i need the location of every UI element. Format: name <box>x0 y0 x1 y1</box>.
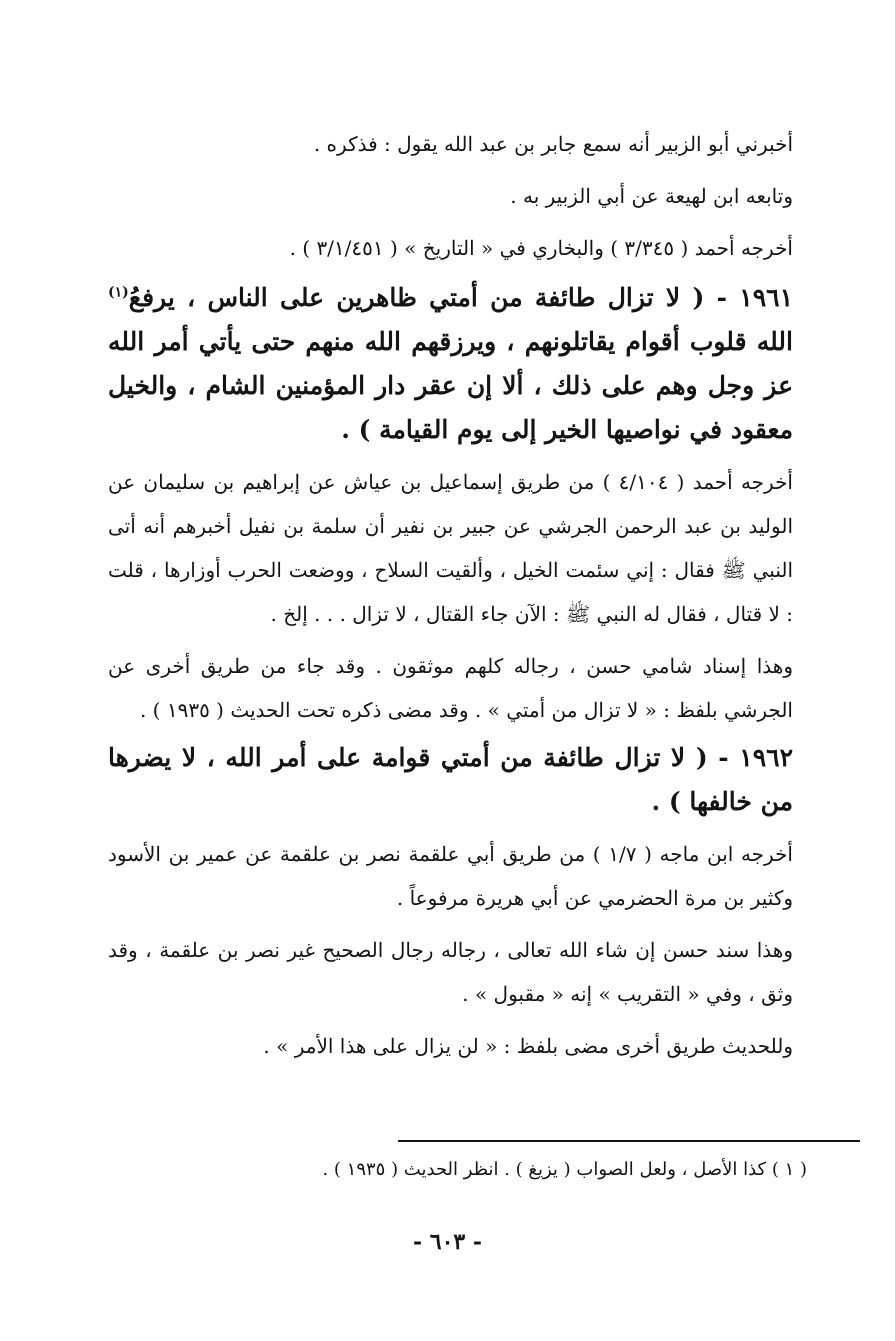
hadith-1961-number: ١٩٦١ <box>739 283 793 312</box>
hadith-1962-text: - ( لا تزال طائفة من أمتي قوامة على أمر الله ، لا يضرها من خالفها ) . <box>108 743 793 816</box>
hadith-1961-text-a: - ( لا تزال طائفة من أمتي ظاهرين على الناس ، يرفعُ <box>128 283 740 312</box>
paragraph-1: أخبرني أبو الزبير أنه سمع جابر بن عبد الله يقول : فذكره . <box>313 132 793 156</box>
paragraph-2: وتابعه ابن لهيعة عن أبي الزبير به . <box>510 184 793 208</box>
paragraph-4: أخرجه أحمد ( ٤/١٠٤ ) من طريق إسماعيل بن عياش عن إبراهيم بن سليمان عن الوليد بن عبد الرحمن الجرشي عن جبير بن نفير أن سلمة بن نفيل أخبرهم أنه أتى النبي ﷺ فقال : إني سئمت الخيل ، وألقيت السلاح ، ووضعت الحرب أوزارها ، قلت : لا قتال ، فقال له النبي ﷺ : الآن جاء القتال ، لا تزال . . . إلخ . <box>108 470 793 626</box>
footnote-marker: (١) <box>108 284 129 301</box>
hadith-1962-number: ١٩٦٢ <box>739 743 793 772</box>
footnote-1: ( ١ ) كذا الأصل ، ولعل الصواب ( يزيغ ) . انظر الحديث ( ١٩٣٥ ) . <box>322 1159 807 1180</box>
paragraph-5: وهذا إسناد شامي حسن ، رجاله كلهم موثقون . وقد جاء من طريق أخرى عن الجرشي بلفظ : « لا تزال من أمتي » . وقد مضى ذكره تحت الحديث ( ١٩٣٥ ) . <box>108 654 793 722</box>
paragraph-7: وهذا سند حسن إن شاء الله تعالى ، رجاله رجال الصحيح غير نصر بن علقمة ، وقد وثق ، وفي « التقريب » إنه « مقبول » . <box>108 938 793 1006</box>
hadith-1962 <box>108 736 861 824</box>
hadith-1961-text-b: الله قلوب أقوام يقاتلونهم ، ويرزقهم الله منهم حتى يأتي أمر الله عز وجل وهم على ذلك ، ألا إن عقر دار المؤمنين الشام ، والخيل معقود في نواصيها الخير إلى يوم القيامة ) . <box>108 327 793 444</box>
page-number: - ٦٠٣ - <box>412 1229 483 1255</box>
paragraph-6: أخرجه ابن ماجه ( ١/٧ ) من طريق أبي علقمة نصر بن علقمة عن عمير بن الأسود وكثير بن مرة الحضرمي عن أبي هريرة مرفوعاً . <box>108 842 793 910</box>
footnote-divider <box>398 1140 860 1142</box>
hadith-1961 <box>108 276 861 452</box>
paragraph-8: وللحديث طريق أخرى مضى بلفظ : « لن يزال على هذا الأمر » . <box>263 1034 793 1058</box>
paragraph-3: أخرجه أحمد ( ٣/٣٤٥ ) والبخاري في « التاريخ » ( ٣/١/٤٥١ ) . <box>289 236 793 260</box>
main-text <box>108 122 861 1068</box>
